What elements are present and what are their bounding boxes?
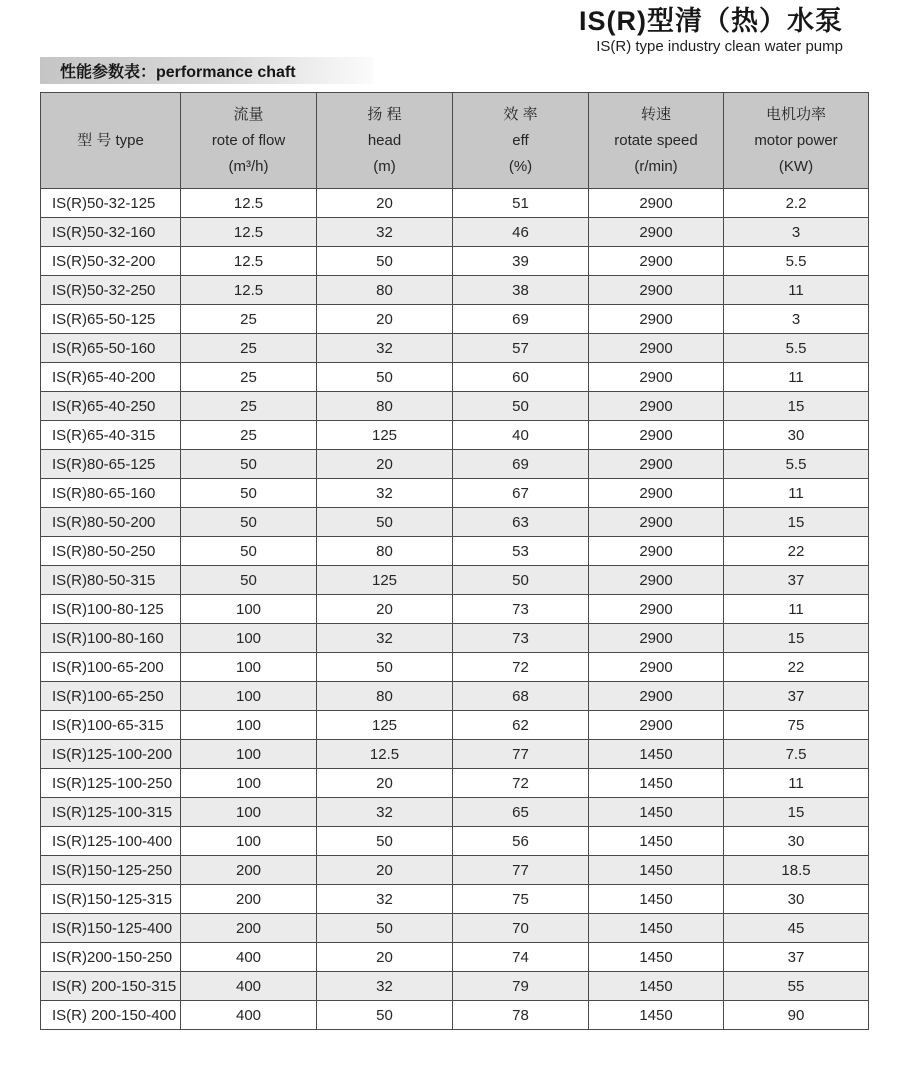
column-header-motor-power	[724, 93, 869, 189]
cell-rotate-speed: 1450	[589, 827, 724, 856]
cell-efficiency: 53	[453, 537, 589, 566]
cell-efficiency: 68	[453, 682, 589, 711]
cell-motor-power: 11	[724, 769, 869, 798]
cell-type: IS(R)125-100-200	[41, 740, 181, 769]
table-row	[41, 305, 869, 334]
column-header-line: 转速	[640, 105, 671, 123]
cell-motor-power: 37	[724, 566, 869, 595]
cell-rate-of-flow: 100	[181, 740, 317, 769]
cell-type: IS(R)125-100-400	[41, 827, 181, 856]
cell-head: 32	[317, 972, 453, 1001]
cell-motor-power: 30	[724, 827, 869, 856]
cell-rotate-speed: 1450	[589, 798, 724, 827]
cell-rate-of-flow: 25	[181, 305, 317, 334]
cell-head: 32	[317, 218, 453, 247]
table-header-row	[41, 93, 869, 189]
performance-table	[40, 92, 869, 1030]
cell-rate-of-flow: 400	[181, 943, 317, 972]
cell-motor-power: 55	[724, 972, 869, 1001]
column-header-rotate-speed	[589, 93, 724, 189]
table-row	[41, 682, 869, 711]
cell-motor-power: 30	[724, 885, 869, 914]
table-row	[41, 363, 869, 392]
table-row	[41, 1001, 869, 1030]
table-body	[41, 189, 869, 1030]
cell-head: 50	[317, 914, 453, 943]
cell-rotate-speed: 2900	[589, 508, 724, 537]
cell-rotate-speed: 2900	[589, 711, 724, 740]
page-title-cn: IS(R)型清（热）水泵	[579, 6, 843, 36]
cell-efficiency: 50	[453, 392, 589, 421]
cell-rotate-speed: 2900	[589, 537, 724, 566]
cell-efficiency: 78	[453, 1001, 589, 1030]
table-header	[41, 93, 869, 189]
cell-rate-of-flow: 12.5	[181, 276, 317, 305]
cell-head: 125	[317, 711, 453, 740]
cell-rate-of-flow: 100	[181, 711, 317, 740]
table-row	[41, 798, 869, 827]
cell-efficiency: 73	[453, 624, 589, 653]
cell-motor-power: 37	[724, 682, 869, 711]
cell-motor-power: 15	[724, 508, 869, 537]
cell-motor-power: 11	[724, 595, 869, 624]
cell-rate-of-flow: 12.5	[181, 247, 317, 276]
cell-type: IS(R)150-125-400	[41, 914, 181, 943]
cell-motor-power: 5.5	[724, 334, 869, 363]
cell-type: IS(R)80-50-315	[41, 566, 181, 595]
table-row	[41, 914, 869, 943]
cell-rate-of-flow: 25	[181, 392, 317, 421]
cell-head: 32	[317, 479, 453, 508]
cell-rate-of-flow: 100	[181, 653, 317, 682]
cell-head: 20	[317, 943, 453, 972]
table-row	[41, 740, 869, 769]
cell-rate-of-flow: 200	[181, 885, 317, 914]
column-header-line: rotate speed	[614, 131, 698, 149]
table-row	[41, 856, 869, 885]
cell-type: IS(R)125-100-315	[41, 798, 181, 827]
cell-type: IS(R)65-40-250	[41, 392, 181, 421]
column-header-line: 效 率	[503, 105, 538, 123]
cell-rotate-speed: 2900	[589, 392, 724, 421]
cell-motor-power: 15	[724, 798, 869, 827]
cell-head: 20	[317, 595, 453, 624]
page-title-block	[579, 5, 843, 55]
cell-efficiency: 77	[453, 740, 589, 769]
table-row	[41, 827, 869, 856]
cell-rotate-speed: 1450	[589, 972, 724, 1001]
cell-type: IS(R)65-50-160	[41, 334, 181, 363]
cell-head: 32	[317, 334, 453, 363]
cell-rate-of-flow: 100	[181, 595, 317, 624]
cell-rate-of-flow: 100	[181, 827, 317, 856]
cell-efficiency: 38	[453, 276, 589, 305]
cell-type: IS(R)80-50-250	[41, 537, 181, 566]
cell-head: 20	[317, 856, 453, 885]
table-row	[41, 566, 869, 595]
cell-rate-of-flow: 100	[181, 798, 317, 827]
column-header-line: eff	[512, 131, 529, 149]
table-row	[41, 595, 869, 624]
cell-efficiency: 57	[453, 334, 589, 363]
column-header-line: (m³/h)	[228, 157, 269, 175]
cell-efficiency: 74	[453, 943, 589, 972]
cell-type: IS(R) 200-150-400	[41, 1001, 181, 1030]
cell-efficiency: 72	[453, 769, 589, 798]
cell-type: IS(R)100-65-315	[41, 711, 181, 740]
cell-head: 12.5	[317, 740, 453, 769]
cell-type: IS(R)100-65-200	[41, 653, 181, 682]
cell-rotate-speed: 1450	[589, 885, 724, 914]
cell-head: 50	[317, 1001, 453, 1030]
cell-rate-of-flow: 50	[181, 479, 317, 508]
cell-efficiency: 72	[453, 653, 589, 682]
cell-motor-power: 5.5	[724, 247, 869, 276]
cell-rate-of-flow: 200	[181, 914, 317, 943]
table-row	[41, 247, 869, 276]
table-row	[41, 769, 869, 798]
cell-rotate-speed: 2900	[589, 247, 724, 276]
cell-motor-power: 15	[724, 624, 869, 653]
cell-efficiency: 69	[453, 305, 589, 334]
cell-type: IS(R)65-40-315	[41, 421, 181, 450]
table-row	[41, 624, 869, 653]
cell-motor-power: 30	[724, 421, 869, 450]
cell-rate-of-flow: 50	[181, 537, 317, 566]
column-header-line: 流量	[233, 105, 264, 123]
cell-efficiency: 69	[453, 450, 589, 479]
cell-rate-of-flow: 100	[181, 769, 317, 798]
cell-rotate-speed: 2900	[589, 189, 724, 218]
cell-rate-of-flow: 25	[181, 363, 317, 392]
cell-type: IS(R)80-65-160	[41, 479, 181, 508]
cell-motor-power: 3	[724, 218, 869, 247]
cell-type: IS(R)65-40-200	[41, 363, 181, 392]
cell-motor-power: 3	[724, 305, 869, 334]
column-header-line: motor power	[754, 131, 838, 149]
cell-type: IS(R)150-125-315	[41, 885, 181, 914]
cell-efficiency: 73	[453, 595, 589, 624]
cell-rate-of-flow: 200	[181, 856, 317, 885]
cell-rate-of-flow: 100	[181, 682, 317, 711]
cell-efficiency: 51	[453, 189, 589, 218]
cell-rotate-speed: 2900	[589, 624, 724, 653]
cell-efficiency: 39	[453, 247, 589, 276]
cell-type: IS(R)50-32-250	[41, 276, 181, 305]
cell-type: IS(R)100-65-250	[41, 682, 181, 711]
cell-rotate-speed: 2900	[589, 450, 724, 479]
cell-motor-power: 11	[724, 479, 869, 508]
cell-efficiency: 65	[453, 798, 589, 827]
cell-motor-power: 2.2	[724, 189, 869, 218]
cell-motor-power: 22	[724, 653, 869, 682]
cell-efficiency: 75	[453, 885, 589, 914]
column-header-line: 型 号 type	[77, 131, 144, 149]
cell-rotate-speed: 2900	[589, 682, 724, 711]
cell-head: 50	[317, 508, 453, 537]
cell-rotate-speed: 1450	[589, 943, 724, 972]
cell-type: IS(R)65-50-125	[41, 305, 181, 334]
cell-motor-power: 15	[724, 392, 869, 421]
table-row	[41, 711, 869, 740]
table-row	[41, 537, 869, 566]
table-row	[41, 479, 869, 508]
cell-head: 20	[317, 769, 453, 798]
cell-motor-power: 11	[724, 363, 869, 392]
column-header-rate-of-flow	[181, 93, 317, 189]
cell-rotate-speed: 2900	[589, 421, 724, 450]
cell-head: 32	[317, 624, 453, 653]
section-header-label: 性能参数表：performance chaft	[60, 64, 296, 81]
cell-motor-power: 37	[724, 943, 869, 972]
cell-efficiency: 79	[453, 972, 589, 1001]
page-title-en: IS(R) type industry clean water pump	[596, 38, 843, 56]
cell-type: IS(R)125-100-250	[41, 769, 181, 798]
cell-head: 50	[317, 363, 453, 392]
cell-type: IS(R)50-32-125	[41, 189, 181, 218]
cell-head: 32	[317, 885, 453, 914]
cell-rate-of-flow: 50	[181, 450, 317, 479]
cell-type: IS(R)100-80-125	[41, 595, 181, 624]
cell-head: 20	[317, 305, 453, 334]
column-header-line: 电机功率	[765, 105, 826, 123]
column-header-line: rote of flow	[211, 131, 286, 149]
table-row	[41, 450, 869, 479]
cell-efficiency: 60	[453, 363, 589, 392]
column-header-line: (m)	[373, 157, 396, 175]
cell-rotate-speed: 2900	[589, 566, 724, 595]
table-row	[41, 276, 869, 305]
column-header-type	[41, 93, 181, 189]
cell-rate-of-flow: 25	[181, 421, 317, 450]
cell-head: 50	[317, 653, 453, 682]
cell-rate-of-flow: 50	[181, 566, 317, 595]
cell-type: IS(R) 200-150-315	[41, 972, 181, 1001]
cell-motor-power: 18.5	[724, 856, 869, 885]
cell-efficiency: 63	[453, 508, 589, 537]
cell-head: 80	[317, 276, 453, 305]
cell-head: 32	[317, 798, 453, 827]
cell-type: IS(R)200-150-250	[41, 943, 181, 972]
section-header-bar	[40, 57, 373, 84]
table-row	[41, 421, 869, 450]
cell-type: IS(R)80-65-125	[41, 450, 181, 479]
cell-rate-of-flow: 100	[181, 624, 317, 653]
cell-head: 20	[317, 450, 453, 479]
cell-rate-of-flow: 12.5	[181, 189, 317, 218]
cell-motor-power: 90	[724, 1001, 869, 1030]
cell-efficiency: 50	[453, 566, 589, 595]
table-row	[41, 943, 869, 972]
cell-head: 50	[317, 247, 453, 276]
cell-type: IS(R)150-125-250	[41, 856, 181, 885]
column-header-line: 扬 程	[367, 105, 402, 123]
cell-type: IS(R)50-32-160	[41, 218, 181, 247]
cell-motor-power: 75	[724, 711, 869, 740]
cell-rotate-speed: 1450	[589, 914, 724, 943]
cell-rotate-speed: 2900	[589, 334, 724, 363]
cell-head: 80	[317, 682, 453, 711]
cell-rotate-speed: 2900	[589, 218, 724, 247]
cell-rotate-speed: 2900	[589, 363, 724, 392]
cell-rate-of-flow: 50	[181, 508, 317, 537]
cell-efficiency: 56	[453, 827, 589, 856]
table-row	[41, 653, 869, 682]
cell-head: 20	[317, 189, 453, 218]
table-row	[41, 392, 869, 421]
cell-rotate-speed: 2900	[589, 479, 724, 508]
table-row	[41, 189, 869, 218]
cell-motor-power: 45	[724, 914, 869, 943]
cell-type: IS(R)100-80-160	[41, 624, 181, 653]
cell-motor-power: 11	[724, 276, 869, 305]
cell-head: 125	[317, 566, 453, 595]
column-header-line: (KW)	[778, 157, 814, 175]
cell-efficiency: 40	[453, 421, 589, 450]
cell-head: 125	[317, 421, 453, 450]
column-header-efficiency	[453, 93, 589, 189]
table-row	[41, 508, 869, 537]
table-row	[41, 972, 869, 1001]
cell-motor-power: 7.5	[724, 740, 869, 769]
cell-rate-of-flow: 400	[181, 972, 317, 1001]
cell-efficiency: 46	[453, 218, 589, 247]
cell-rotate-speed: 1450	[589, 1001, 724, 1030]
cell-motor-power: 5.5	[724, 450, 869, 479]
cell-efficiency: 70	[453, 914, 589, 943]
cell-efficiency: 77	[453, 856, 589, 885]
cell-rotate-speed: 2900	[589, 653, 724, 682]
cell-rotate-speed: 2900	[589, 276, 724, 305]
table-row	[41, 218, 869, 247]
cell-rotate-speed: 1450	[589, 856, 724, 885]
cell-efficiency: 67	[453, 479, 589, 508]
cell-type: IS(R)80-50-200	[41, 508, 181, 537]
cell-head: 80	[317, 537, 453, 566]
column-header-line: head	[367, 131, 402, 149]
table-row	[41, 334, 869, 363]
column-header-line: (r/min)	[634, 157, 678, 175]
cell-head: 50	[317, 827, 453, 856]
cell-type: IS(R)50-32-200	[41, 247, 181, 276]
table-row	[41, 885, 869, 914]
cell-rotate-speed: 2900	[589, 305, 724, 334]
cell-efficiency: 62	[453, 711, 589, 740]
cell-rate-of-flow: 25	[181, 334, 317, 363]
column-header-line: (%)	[508, 157, 533, 175]
column-header-head	[317, 93, 453, 189]
cell-rotate-speed: 1450	[589, 769, 724, 798]
cell-rotate-speed: 2900	[589, 595, 724, 624]
cell-rate-of-flow: 12.5	[181, 218, 317, 247]
cell-rate-of-flow: 400	[181, 1001, 317, 1030]
cell-rotate-speed: 1450	[589, 740, 724, 769]
cell-motor-power: 22	[724, 537, 869, 566]
cell-head: 80	[317, 392, 453, 421]
